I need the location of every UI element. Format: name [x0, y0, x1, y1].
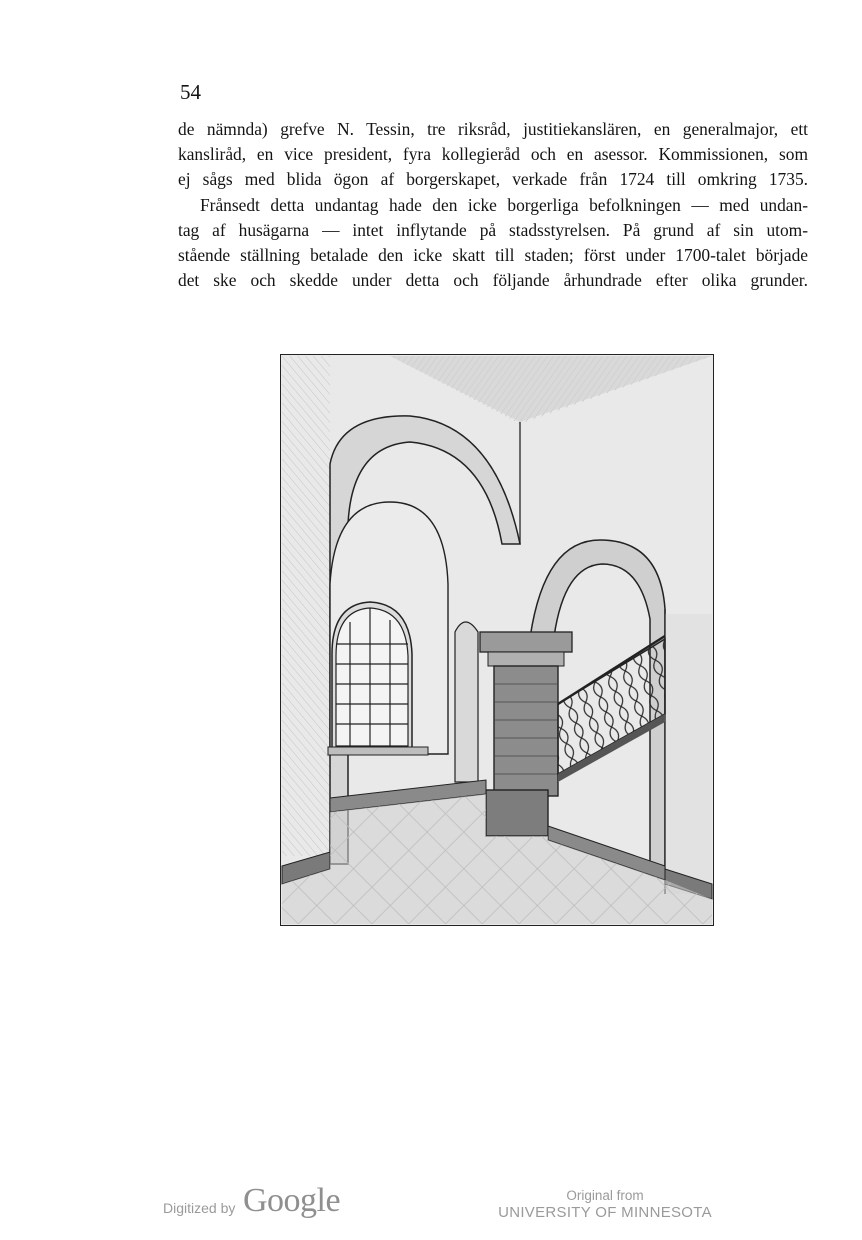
text-line: ej sågs med blida ögon af borgerskapet, verkade från 1724 till omkring 1735. — [178, 169, 808, 190]
text-line: det ske och skedde under detta och följande århundrade efter olika grunder. — [178, 270, 808, 291]
body-text — [178, 117, 808, 293]
university-label: UNIVERSITY OF MINNESOTA — [498, 1204, 712, 1221]
text-line: de nämnda) grefve N. Tessin, tre riksråd, justitiekanslären, en generalmajor, ett — [178, 119, 808, 139]
original-from-label: Original from — [566, 1188, 644, 1203]
text-line: tag af husägarna — intet inflytande på stadsstyrelsen. På grund af sin utom- — [178, 219, 808, 240]
window-panes — [336, 608, 408, 746]
right-wall — [665, 614, 712, 894]
left-wall — [282, 356, 330, 856]
wall-niche — [455, 622, 478, 782]
text-line: stående ställning betalade den icke skatt till staden; först under 1700-talet började — [178, 245, 808, 266]
text-line: kansliråd, en vice president, fyra kollegieråd och en asessor. Kommissionen, som — [178, 144, 808, 165]
page-number: 54 — [180, 80, 201, 104]
footer-original — [496, 1188, 714, 1222]
window-sill — [328, 747, 428, 755]
stairwell-illustration — [280, 354, 714, 926]
google-logo: Google — [243, 1182, 341, 1219]
text-line: Frånsedt detta undantag hade den icke borgerliga befolkningen — med undan- — [200, 194, 808, 215]
digitized-by-label: Digitized by — [163, 1200, 236, 1216]
